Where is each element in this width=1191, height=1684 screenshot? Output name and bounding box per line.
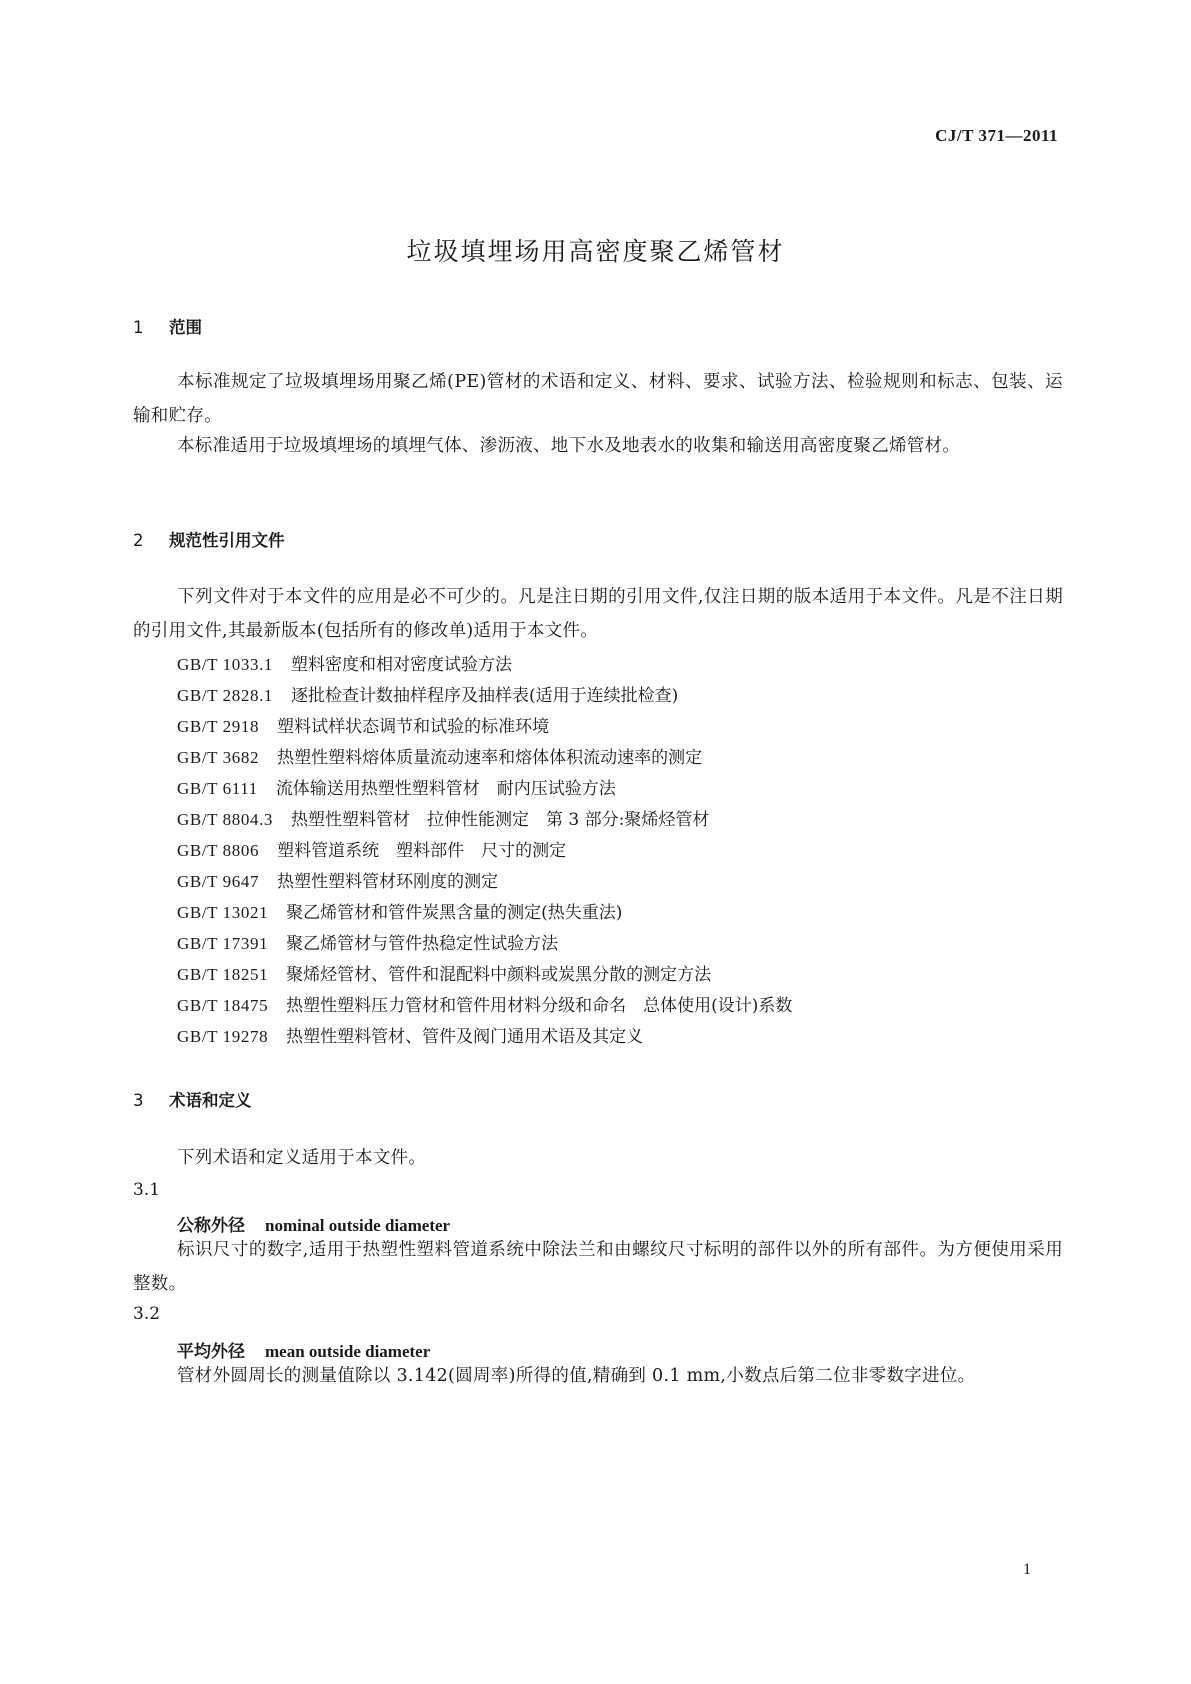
section-title: 术语和定义 (169, 1091, 252, 1110)
reference-title: 热塑性塑料管材、管件及阀门通用术语及其定义 (286, 1027, 644, 1047)
section-heading-normative-references (133, 527, 285, 551)
term-zh: 公称外径 (177, 1216, 245, 1236)
reference-title: 聚乙烯管材与管件热稳定性试验方法 (286, 934, 559, 954)
section-number: 1 (133, 318, 144, 337)
reference-item (177, 929, 558, 954)
reference-title: 热塑性塑料熔体质量流动速率和熔体体积流动速率的测定 (277, 748, 703, 768)
scope-paragraph-1: 本标准规定了垃圾填埋场用聚乙烯(PE)管材的术语和定义、材料、要求、试验方法、检验规则和标志、包装、运输和贮存。 (133, 372, 1063, 426)
reference-title: 热塑性塑料管材 拉伸性能测定 第 3 部分:聚烯烃管材 (291, 810, 710, 830)
reference-title: 塑料密度和相对密度试验方法 (291, 655, 513, 675)
term-definition: 标识尺寸的数字,适用于热塑性塑料管道系统中除法兰和由螺纹尺寸标明的部件以外的所有部件。为方便使用采用整数。 (133, 1240, 1063, 1294)
reference-title: 塑料管道系统 塑料部件 尺寸的测定 (277, 841, 567, 861)
reference-code: GB/T 1033.1 (177, 655, 274, 674)
section-number: 3 (133, 1091, 144, 1110)
reference-title: 塑料试样状态调节和试验的标准环境 (277, 717, 550, 737)
term-en: nominal outside diameter (265, 1216, 451, 1235)
reference-code: GB/T 2828.1 (177, 686, 274, 705)
reference-code: GB/T 3682 (177, 748, 260, 767)
reference-code: GB/T 6111 (177, 779, 258, 798)
section-heading-scope (133, 314, 202, 338)
reference-item (177, 774, 616, 799)
clause-number: 3.2 (133, 1304, 161, 1324)
reference-item (177, 681, 678, 706)
reference-item (177, 1022, 643, 1047)
reference-item (177, 712, 549, 737)
section-number: 2 (133, 531, 144, 550)
reference-code: GB/T 2918 (177, 717, 260, 736)
reference-item (177, 650, 512, 675)
section-title: 规范性引用文件 (169, 531, 285, 550)
reference-item (177, 805, 709, 830)
term-definition: 管材外圆周长的测量值除以 3.142(圆周率)所得的值,精确到 0.1 mm,小数点后第二位非零数字进位。 (177, 1366, 976, 1386)
reference-code: GB/T 8806 (177, 841, 260, 860)
reference-code: GB/T 18475 (177, 996, 269, 1015)
reference-item (177, 867, 498, 892)
term-zh: 平均外径 (177, 1342, 245, 1362)
reference-item (177, 991, 792, 1016)
section-title: 范围 (169, 318, 202, 337)
reference-title: 热塑性塑料管材环刚度的测定 (277, 872, 499, 892)
reference-code: GB/T 17391 (177, 934, 269, 953)
reference-code: GB/T 19278 (177, 1027, 269, 1046)
term-en: mean outside diameter (265, 1342, 431, 1361)
page-number: 1 (1023, 1561, 1031, 1578)
reference-code: GB/T 8804.3 (177, 810, 274, 829)
section-heading-terms (133, 1087, 252, 1111)
normative-intro: 下列文件对于本文件的应用是必不可少的。凡是注日期的引用文件,仅注日期的版本适用于本文件。凡是不注日期的引用文件,其最新版本(包括所有的修改单)适用于本文件。 (133, 587, 1063, 641)
reference-item (177, 836, 566, 861)
reference-item (177, 898, 622, 923)
reference-item (177, 743, 702, 768)
terms-intro: 下列术语和定义适用于本文件。 (177, 1148, 427, 1168)
reference-title: 逐批检查计数抽样程序及抽样表(适用于连续批检查) (291, 686, 679, 706)
reference-title: 流体输送用热塑性塑料管材 耐内压试验方法 (275, 779, 616, 799)
document-title: 垃圾填埋场用高密度聚乙烯管材 (406, 237, 785, 266)
reference-title: 聚乙烯管材和管件炭黑含量的测定(热失重法) (286, 903, 623, 923)
reference-code: GB/T 18251 (177, 965, 269, 984)
reference-title: 热塑性塑料压力管材和管件用材料分级和命名 总体使用(设计)系数 (286, 996, 793, 1016)
clause-number: 3.1 (133, 1180, 161, 1200)
reference-item (177, 960, 711, 985)
standard-code: CJ/T 371—2011 (935, 126, 1058, 145)
scope-paragraph-2: 本标准适用于垃圾填埋场的填埋气体、渗沥液、地下水及地表水的收集和输送用高密度聚乙烯管材。 (177, 436, 961, 456)
reference-code: GB/T 13021 (177, 903, 269, 922)
reference-code: GB/T 9647 (177, 872, 260, 891)
reference-title: 聚烯烃管材、管件和混配料中颜料或炭黑分散的测定方法 (286, 965, 712, 985)
